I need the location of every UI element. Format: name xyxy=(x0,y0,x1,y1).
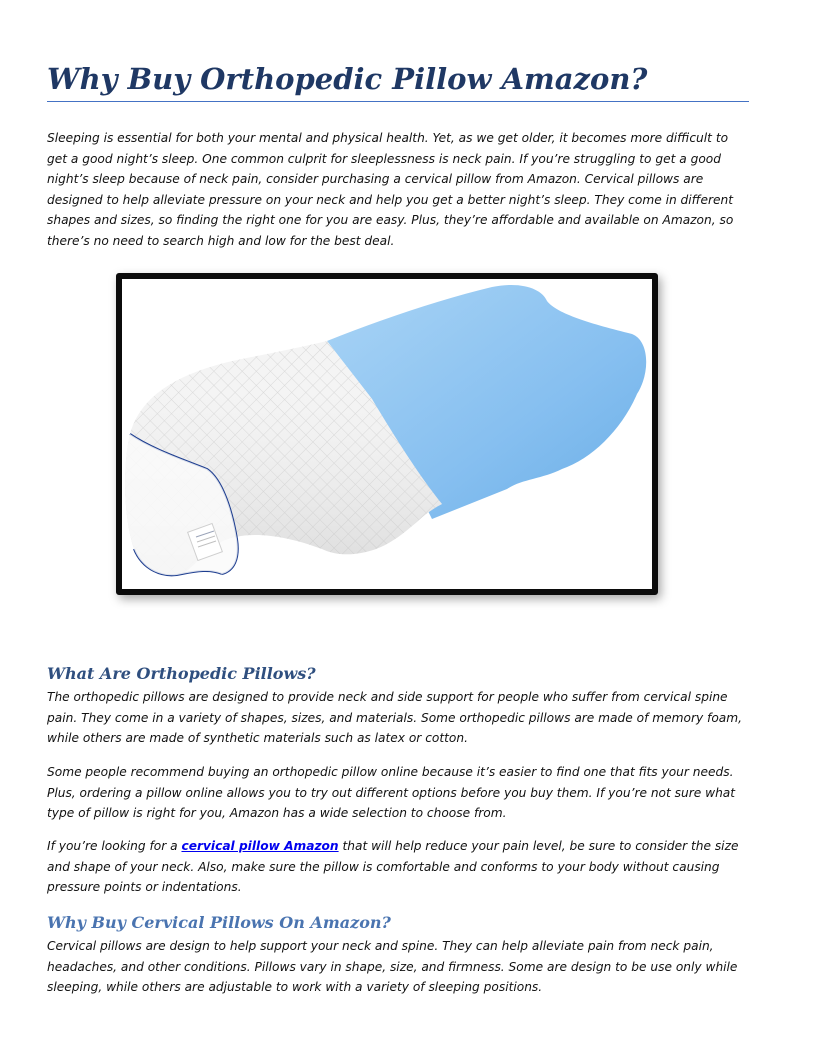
title-underline-rule xyxy=(47,101,749,102)
paragraph-text: If you’re looking for a xyxy=(47,839,182,853)
page-title: Why Buy Orthopedic Pillow Amazon? xyxy=(47,62,648,96)
section1-paragraph-1: The orthopedic pillows are designed to provide neck and side support for people who suffer from cervical spine pain. They come in a variety of shapes, sizes, and materials. Some orthopedic pillows are made of memory foam, while others are made of synthetic materials such as latex or cotton. xyxy=(47,690,742,745)
paragraph-text: that will help reduce your pain level, be sure to consider the size and shape of your neck. Also, make sure the pillow is comfortable and conforms to your body without causing pressure points or indentations. xyxy=(47,839,739,894)
section-heading-cervical: Why Buy Cervical Pillows On Amazon? xyxy=(47,913,391,932)
section2-paragraph-1: Cervical pillows are design to help support your neck and spine. They can help alleviate pain from neck pain, headaches, and other conditions. Pillows vary in shape, size, and firmness. Some are design to be use only while sleeping, while others are adjustable to work with a variety of sleeping positions. xyxy=(47,939,738,994)
pillow-illustration xyxy=(122,279,652,589)
intro-paragraph: Sleeping is essential for both your mental and physical health. Yet, as we get older, it becomes more difficult to get a good night’s sleep. One common culprit for sleeplessness is neck pain. If you’re struggling to get a good night’s sleep because of neck pain, consider purchasing a cervical pillow from Amazon. Cervical pillows are designed to help alleviate pressure on your neck and help you get a better night’s sleep. They come in different shapes and sizes, so finding the right one for you are easy. Plus, they’re affordable and available on Amazon, so there’s no need to search high and low for the best deal. xyxy=(47,131,734,248)
cervical-pillow-amazon-link[interactable]: cervical pillow Amazon xyxy=(181,839,339,853)
section-heading-orthopedic: What Are Orthopedic Pillows? xyxy=(47,664,316,683)
section1-paragraph-2: Some people recommend buying an orthopedic pillow online because it’s easier to find one that fits your needs. Plus, ordering a pillow online allows you to try out different options before you buy them. If you’re not sure what type of pillow is right for you, Amazon has a wide selection to choose from. xyxy=(47,765,736,820)
pillow-photo xyxy=(116,273,658,595)
section1-paragraph-3 xyxy=(47,836,749,898)
